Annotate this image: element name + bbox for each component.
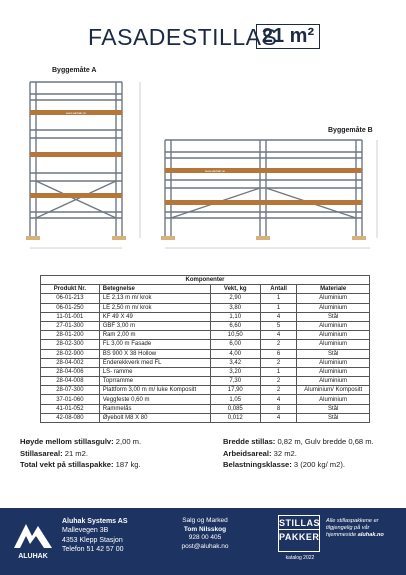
table-cell: 3,42: [210, 358, 260, 367]
table-cell: Rammelås: [99, 404, 210, 413]
table-cell: Aluminium/ Kompositt: [297, 386, 370, 395]
table-cell: 1,05: [210, 395, 260, 404]
table-cell: Aluminium: [297, 367, 370, 376]
deck-text-a: www.aluhak.no: [65, 111, 87, 116]
table-cell: 2: [260, 340, 297, 349]
spec-height: Høyde mellom stillasgulv: 2,00 m.: [20, 437, 142, 446]
header-antall: Antall: [260, 285, 297, 294]
spec-load-class: Belastningsklasse: 3 (200 kg/ m2).: [223, 460, 345, 470]
sales-phone: 928 00 405: [188, 534, 222, 542]
table-cell: 1: [260, 294, 297, 303]
table-cell: 1: [260, 303, 297, 312]
table-cell: 8: [260, 404, 297, 413]
table-cell: Aluminium: [297, 331, 370, 340]
table-cell: 17,90: [210, 386, 260, 395]
table-cell: Aluminium: [297, 321, 370, 330]
company-phone: Telefon 51 42 57 00: [62, 545, 124, 553]
table-row: [41, 386, 370, 395]
table-cell: KF 49 X 49: [99, 312, 210, 321]
scaffold-b: [165, 140, 362, 238]
scaffold-drawing: [0, 60, 406, 270]
table-cell: 41-01-052: [41, 404, 100, 413]
table-cell: 5: [260, 321, 297, 330]
deck-text-b: www.aluhak.no: [204, 169, 226, 174]
scaffold-b-decks: [161, 168, 366, 240]
table-cell: 42-08-080: [41, 413, 100, 422]
table-cell: Stål: [297, 349, 370, 358]
table-header-row: [41, 285, 370, 294]
deck-a-mid: [30, 152, 122, 157]
deck-b-low: [165, 200, 362, 205]
table-cell: GBF 3,00 m: [99, 321, 210, 330]
aluhak-logo-icon: [10, 514, 56, 564]
table-cell: LE 2,50 m m/ krok: [99, 303, 210, 312]
table-row: [41, 303, 370, 312]
area-badge: 21 m²: [256, 24, 320, 49]
table-cell: FL 3,00 m Fasade: [99, 340, 210, 349]
table-cell: Ram 2,00 m: [99, 331, 210, 340]
deck-b-top: [165, 168, 362, 173]
table-cell: BS 900 X 38 Hollow: [99, 349, 210, 358]
table-cell: Toprramme: [99, 377, 210, 386]
header-betegnelse: Betegnelse: [99, 285, 210, 294]
table-cell: 2: [260, 386, 297, 395]
table-cell: 6: [260, 349, 297, 358]
table-cell: Aluminium: [297, 294, 370, 303]
table-cell: 0,012: [210, 413, 260, 422]
table-caption: Komponenter: [41, 276, 370, 285]
table-cell: 1,10: [210, 312, 260, 321]
label-byggemate-b: Byggemåte B: [328, 127, 373, 134]
header-produkt: Produkt Nr.: [41, 285, 100, 294]
table-cell: 6,60: [210, 321, 260, 330]
table-row: [41, 413, 370, 422]
table-cell: 28-04-006: [41, 367, 100, 376]
company-info: [62, 517, 128, 554]
spec-weight: Total vekt på stillaspakke: 187 kg.: [20, 460, 141, 470]
spec-work-area: Arbeidsareal: 32 m2.: [223, 448, 297, 458]
scaffold-a: [30, 82, 122, 238]
spec-area: Stillasareal: 21 m2.: [20, 448, 88, 458]
svg-text:ALUHAK: ALUHAK: [18, 553, 48, 560]
table-cell: Øyebolt M8 X 80: [99, 413, 210, 422]
spec-width: Bredde stillas: 0,82 m, Gulv bredde 0,68 m.: [223, 437, 374, 446]
table-cell: 4: [260, 395, 297, 404]
table-cell: 6,00: [210, 340, 260, 349]
table-cell: 4,00: [210, 349, 260, 358]
table-cell: 37-01-060: [41, 395, 100, 404]
table-row: [41, 404, 370, 413]
table-cell: Aluminium: [297, 340, 370, 349]
table-cell: Aluminium: [297, 395, 370, 404]
table-cell: 06-01-213: [41, 294, 100, 303]
table-row: [41, 358, 370, 367]
components-table: [40, 275, 370, 423]
company-address-1: Mallevegen 3B: [62, 527, 109, 535]
table-cell: 3,80: [210, 303, 260, 312]
table-cell: LS- ramme: [99, 367, 210, 376]
table-cell: 7,30: [210, 377, 260, 386]
catalog-year: katalog 2022: [285, 555, 315, 561]
table-cell: 4: [260, 312, 297, 321]
table-row: [41, 321, 370, 330]
table-cell: Aluminium: [297, 358, 370, 367]
table-cell: 1: [260, 367, 297, 376]
table-row: [41, 367, 370, 376]
label-byggemate-a: Byggemåte A: [52, 67, 97, 74]
footer: [0, 508, 406, 575]
table-row: [41, 349, 370, 358]
table-cell: 3,20: [210, 367, 260, 376]
table-cell: 28-02-900: [41, 349, 100, 358]
table-row: [41, 377, 370, 386]
table-cell: 28-07-300: [41, 386, 100, 395]
header-materiale: Materiale: [297, 285, 370, 294]
table-row: [41, 331, 370, 340]
table-cell: LE 2,13 m m/ krok: [99, 294, 210, 303]
sales-title: Salg og Marked: [182, 517, 228, 524]
table-row: [41, 294, 370, 303]
table-cell: 2,90: [210, 294, 260, 303]
header-vekt: Vekt, kg: [210, 285, 260, 294]
table-cell: 28-01-200: [41, 331, 100, 340]
deck-a-low: [30, 193, 122, 198]
sales-info: [170, 517, 240, 551]
table-cell: 4: [260, 413, 297, 422]
table-cell: Stål: [297, 404, 370, 413]
table-row: [41, 340, 370, 349]
sales-email[interactable]: post@aluhak.no: [181, 542, 229, 550]
table-cell: Aluminium: [297, 303, 370, 312]
table-cell: Veggfeste 0,60 m: [99, 395, 210, 404]
table-cell: 11-01-001: [41, 312, 100, 321]
table-cell: 4: [260, 331, 297, 340]
table-cell: Stål: [297, 413, 370, 422]
table-cell: 06-01-250: [41, 303, 100, 312]
table-cell: 28-02-300: [41, 340, 100, 349]
table-cell: Stål: [297, 312, 370, 321]
table-cell: 28-04-002: [41, 358, 100, 367]
table-cell: 0,085: [210, 404, 260, 413]
table-cell: 2: [260, 377, 297, 386]
website-note: Alle stillaspakkene er tilgjengelig på vår hjemmeside aluhak.no: [326, 518, 384, 539]
table-cell: Aluminium: [297, 377, 370, 386]
sales-person: Tom Nilsskog: [183, 525, 227, 533]
company-address-2: 4353 Klepp Stasjon: [62, 536, 123, 544]
stillas-pakker-brand: STILLAS PAKKER: [278, 515, 320, 552]
table-cell: Enderekkverk med FL: [99, 358, 210, 367]
website-link[interactable]: aluhak.no: [357, 532, 384, 539]
table-cell: 28-04-008: [41, 377, 100, 386]
company-name: Aluhak Systems AS: [62, 518, 128, 525]
table-cell: 27-01-300: [41, 321, 100, 330]
table-cell: Plattform 3,00 m m/ luke Kompositt: [99, 386, 210, 395]
table-cell: 2: [260, 358, 297, 367]
table-row: [41, 395, 370, 404]
page-title: FASADESTILLAS: [88, 24, 278, 50]
table-row: [41, 312, 370, 321]
table-cell: 10,50: [210, 331, 260, 340]
